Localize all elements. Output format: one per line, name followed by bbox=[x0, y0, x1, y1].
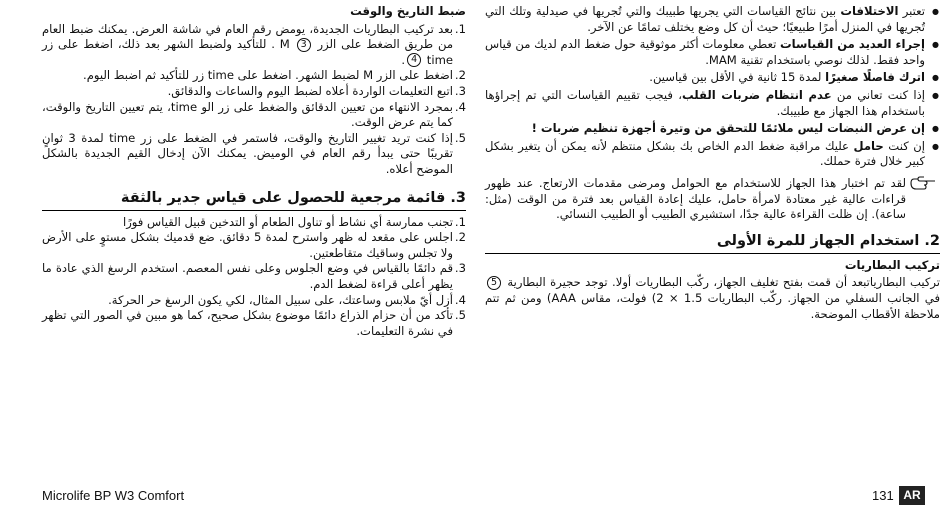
pointing-hand-icon bbox=[906, 176, 940, 196]
step-number: 3. bbox=[454, 261, 466, 276]
bold-term: حامل bbox=[853, 138, 884, 153]
list-item: 2. اجلس على مقعد له ظهر واسترح لمدة 5 دقائق. ضع قدميك بشكل مستوٍ على الأرض ولا تجلس وساقيك متقاطعتين. bbox=[42, 230, 466, 260]
list-item: 3. اتبع التعليمات الواردة أعلاه لضبط اليوم والساعات والدقائق. bbox=[167, 83, 466, 98]
step-number: 5. bbox=[454, 130, 466, 145]
checklist bbox=[42, 215, 466, 340]
list-item: 5. تأكد من أن حزام الذراع دائمًا موضوع بشكل صحيح، كما هو مبين في الصور التي تظهر في نشرة التعليمات. bbox=[42, 308, 466, 338]
step-number: 3. bbox=[454, 83, 466, 98]
section-heading-checklist: 3. قائمة مرجعية للحصول على قياس جدير بالثقة bbox=[42, 188, 466, 211]
datetime-subheading: ضبط التاريخ والوقت bbox=[350, 4, 466, 18]
language-badge: AR bbox=[899, 486, 925, 505]
bold-term: عدم انتظام ضربات القلب bbox=[682, 87, 832, 102]
page-footer bbox=[0, 486, 950, 508]
note-text: لقد تم اختبار هذا الجهاز للاستخدام مع الحوامل ومرضى مقدمات الارتعاج. عند ظهور قراءات عالية غير معتادة لامرأة حامل، عليك إعادة القياس بعد فترة من الوقت (مثل: ساعة). إن ظلت القراءة عالية جدًا، استشيري الطبيب أو الطبيب النسائي. bbox=[485, 175, 906, 222]
bold-term: اترك فاصلًا صغيرًا bbox=[825, 70, 925, 85]
list-item: ● تعتبر الاختلافات بين نتائج القياسات التي يجريها طبيبك والتي تُجريها في صيدلية وتلك التي تُجريها في المنزل أمرًا طبيعيًا؛ حيث أن كل وضع يختلف تمامًا عن الآخر. bbox=[485, 4, 940, 35]
list-item: 2. اضغط على الزر M لضبط الشهر. اضغط على time زر للتأكيد ثم اضبط اليوم. bbox=[83, 68, 466, 83]
step-number: 4. bbox=[454, 292, 466, 307]
bold-term: إجراء العديد من القياسات bbox=[780, 37, 925, 52]
list-item: ● إجراء العديد من القياسات تعطي معلومات أكثر موثوقية حول ضغط الدم لديك من قياس واحد فقط. لذلك نوصي باستخدام تقنية MAM. bbox=[485, 37, 940, 68]
page-number: 131 bbox=[872, 488, 894, 503]
list-item: ● اترك فاصلًا صغيرًا لمدة 15 ثانية في الأقل بين قياسين. bbox=[485, 70, 940, 86]
datetime-steps bbox=[42, 22, 466, 178]
circled-number: 5 bbox=[487, 276, 501, 290]
list-item: 4. أزل أيّ ملابس وساعتك، على سبيل المثال، لكي يكون الرسغ حر الحركة. bbox=[108, 292, 466, 307]
step-number: 1. bbox=[454, 21, 466, 36]
list-item: 4. بمجرد الانتهاء من تعيين الدقائق والضغط على زر الو time، يتم تعيين التاريخ والوقت، كما يتم عرض الوقت. bbox=[42, 99, 466, 130]
precautions-list bbox=[485, 4, 940, 170]
batteries-text: تركيب البطارياتبعد أن قمت بفتح تغليف الجهاز، ركّب البطاريات أولا. توجد حجيرة البطارية 5 في الجانب السفلي من الجهاز. ركّب البطاريات (2 × 1.5 فولت، مقاس AAA) ومن ثم تتم ملاحظة الأقطاب الموضحة. bbox=[485, 275, 940, 321]
step-number: 5. bbox=[454, 308, 466, 323]
list-item: 5. إذا كنت تريد تغيير التاريخ والوقت، فاستمر في الضغط على زر time لمدة 3 ثوانٍ تقريبًا حتى يبدأ رقم العام في الوميض. يمكنك الآن إدخال القيم الجديدة بالشكل الموضح أعلاه. bbox=[42, 130, 466, 176]
step-number: 2. bbox=[454, 230, 466, 245]
left-column bbox=[42, 4, 466, 339]
pregnancy-note bbox=[485, 176, 940, 223]
circled-number: 4 bbox=[407, 53, 421, 67]
list-item: 1. بعد تركيب البطاريات الجديدة، يومض رقم العام في شاشة العرض. يمكنك ضبط العام من طريق الضغط على الزر 3 M . للتأكيد ولضبط الشهر بعد ذلك، اضغط على زر time 4. bbox=[42, 21, 466, 67]
section-heading-first-use: 2. استخدام الجهاز للمرة الأولى bbox=[485, 231, 940, 254]
list-item bbox=[485, 121, 940, 137]
right-column bbox=[485, 4, 940, 322]
battery-spec: (2 × 1.5 bbox=[651, 290, 703, 305]
step-number: 2. bbox=[454, 68, 466, 83]
list-item: ● إن كنت حامل عليك مراقبة ضغط الدم الخاص بك بشكل منتظم لأنه يمكن أن يتغير بشكل كبير خلال فترة حملك. bbox=[485, 139, 940, 170]
list-item: 3. قم دائمًا بالقياس في وضع الجلوس وعلى نفس المعصم. استخدم الرسغ الذي عادة ما يظهر أعلى قراءة لضغط الدم. bbox=[42, 261, 466, 291]
step-number: 1. bbox=[454, 214, 466, 229]
step-number: 4. bbox=[454, 99, 466, 114]
batteries-subheading: تركيب البطاريات bbox=[844, 257, 940, 272]
list-item: ● إذا كنت تعاني من عدم انتظام ضربات القلب، فيجب تقييم القياسات التي تم إجراؤها باستخدام هذا الجهاز مع طبيبك. bbox=[485, 88, 940, 119]
circled-number: 3 bbox=[297, 38, 311, 52]
bold-term: الاختلافات bbox=[840, 4, 899, 18]
footer-brand: Microlife BP W3 Comfort bbox=[42, 488, 185, 503]
list-item: 1. تجنب ممارسة أي نشاط أو تناول الطعام أو التدخين قبيل القياس فورًا bbox=[122, 214, 466, 229]
bold-term: إن عرض النبضات ليس ملائمًا للتحقق من وتيرة أجهزة تنظيم ضربات ! bbox=[531, 121, 925, 136]
